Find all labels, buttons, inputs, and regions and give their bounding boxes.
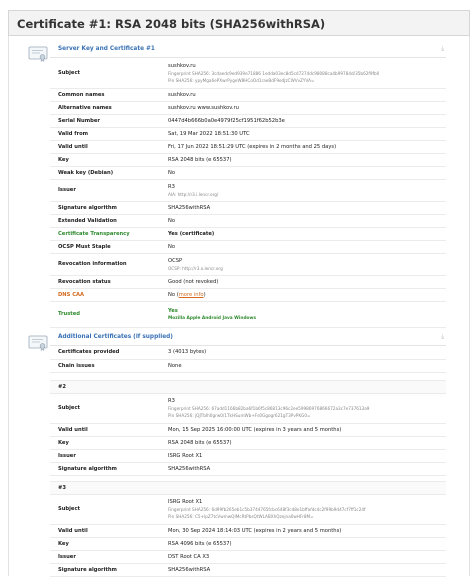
server-cert-section-header — [50, 44, 446, 58]
ocsp-url: OCSP: http://r3.o.lencr.org — [168, 265, 223, 271]
row-key: Weak key (Debian) — [50, 166, 168, 179]
section-heading: Server Key and Certificate #1 — [58, 46, 155, 52]
subject-value: R3 — [168, 398, 175, 404]
additional-certs-section-header — [50, 332, 446, 346]
subject-value: ISRG Root X1 — [168, 499, 203, 505]
issuer-value: R3 — [168, 183, 175, 190]
table-row — [50, 58, 446, 88]
additional-certs-table — [50, 346, 446, 577]
row-key: Chain issues — [50, 359, 168, 372]
table-row — [50, 201, 446, 214]
row-key: Valid until — [50, 524, 168, 537]
row-key: Subject — [50, 393, 168, 423]
table-row — [50, 153, 446, 166]
subject-value: sushkov.ru — [168, 62, 196, 69]
pin-sha256: Pin SHA256: ypyMga6ePXwrPygeW8HCoOd1raeBdF9edJzCWVvZYVA= — [168, 77, 315, 83]
more-info-link[interactable]: more info — [178, 291, 204, 298]
row-value: ISRG Root X1 — [168, 449, 446, 462]
row-key: Certificates provided — [50, 346, 168, 359]
table-row — [50, 359, 446, 372]
row-key: Certificate Transparency — [50, 227, 168, 240]
row-value: None — [168, 359, 446, 372]
row-key: Key — [50, 537, 168, 550]
row-key: Signature algorithm — [50, 563, 168, 576]
row-value: RSA 2048 bits (e 65537) — [168, 436, 446, 449]
row-key: Issuer — [50, 179, 168, 201]
row-value: 0447d4b666b0a0e4979f25cf1951f62b52b3e — [168, 114, 446, 127]
table-row — [50, 372, 446, 380]
row-key: Signature algorithm — [50, 462, 168, 475]
row-key: Issuer — [50, 550, 168, 563]
row-value: No — [168, 166, 446, 179]
row-value: No (more info) — [168, 288, 446, 301]
row-value: 3 (4013 bytes) — [168, 346, 446, 359]
table-row — [50, 393, 446, 423]
table-row — [50, 346, 446, 359]
row-value — [168, 494, 446, 524]
row-value: DST Root CA X3 — [168, 550, 446, 563]
table-row — [50, 140, 446, 153]
table-row — [50, 253, 446, 275]
row-value: sushkov.ru www.sushkov.ru — [168, 101, 446, 114]
row-value — [168, 58, 446, 88]
table-row — [50, 240, 446, 253]
row-key: Alternative names — [50, 101, 168, 114]
cert-label: #2 — [50, 380, 446, 393]
table-row — [50, 114, 446, 127]
row-value: Yes (certificate) — [168, 227, 446, 240]
revocation-value: OCSP — [168, 257, 183, 264]
table-row — [50, 494, 446, 524]
table-row — [50, 288, 446, 301]
issuer-aia: AIA: http://r3.i.lencr.org/ — [168, 191, 219, 197]
section-heading: Additional Certificates (if supplied) — [58, 334, 173, 340]
dns-caa-value: No — [168, 291, 176, 298]
download-icon[interactable]: ⤓ — [441, 46, 444, 52]
table-row — [50, 524, 446, 537]
cert-label-row — [50, 380, 446, 393]
fingerprint-sha256: Fingerprint SHA256: 67add1166b82ba6f1b6f5c86813c96c2ee59986976866672a3c7e737613a9 — [168, 406, 370, 411]
page-title: Certificate #1: RSA 2048 bits (SHA256withRSA) — [8, 10, 470, 36]
row-value: SHA256withRSA — [168, 462, 446, 475]
row-key: Common names — [50, 88, 168, 101]
row-value: RSA 2048 bits (e 65537) — [168, 153, 446, 166]
table-row — [50, 301, 446, 327]
table-row — [50, 166, 446, 179]
table-row — [50, 127, 446, 140]
row-value: RSA 4096 bits (e 65537) — [168, 537, 446, 550]
row-key: Issuer — [50, 449, 168, 462]
row-key: Valid from — [50, 127, 168, 140]
row-key: Signature algorithm — [50, 201, 168, 214]
row-value: Mon, 30 Sep 2024 18:14:03 UTC (expires in 2 years and 5 months) — [168, 524, 446, 537]
row-key: Valid until — [50, 423, 168, 436]
row-value — [168, 253, 446, 275]
fingerprint-sha256: Fingerprint SHA256: 3cdaedc9ed939e71886 1edda03ec8d5cd7274dc98088ca4b99784d/35b62f9fb0 — [168, 70, 380, 76]
row-key: Subject — [50, 58, 168, 88]
row-value: Fri, 17 Jun 2022 18:51:29 UTC (expires in 2 months and 25 days) — [168, 140, 446, 153]
row-value: Sat, 19 Mar 2022 18:51:30 UTC — [168, 127, 446, 140]
table-row — [50, 436, 446, 449]
row-value — [168, 393, 446, 423]
row-value: No — [168, 240, 446, 253]
trusted-value: Yes — [168, 307, 178, 314]
row-key: Subject — [50, 494, 168, 524]
spacer — [50, 372, 446, 380]
pin-sha256: Pin SHA256: C5+lpZ7tcVwmwQIMcRtPbsQtWLABXhQzejna0wHFr8M= — [168, 514, 314, 519]
table-row — [50, 462, 446, 475]
row-value: SHA256withRSA — [168, 563, 446, 576]
pin-sha256: Pin SHA256: jQJTbIh0grw0/1TkHSumWb+Fs0Ggogr621gT3PvPKG0= — [168, 413, 311, 418]
certificate-icon — [28, 46, 48, 62]
row-value: Mon, 15 Sep 2025 16:00:00 UTC (expires in 3 years and 5 months) — [168, 423, 446, 436]
table-row — [50, 275, 446, 288]
row-value: SHA256withRSA — [168, 201, 446, 214]
row-value: No — [168, 214, 446, 227]
row-key: Key — [50, 153, 168, 166]
table-row — [50, 227, 446, 240]
table-row — [50, 550, 446, 563]
row-value: sushkov.ru — [168, 88, 446, 101]
certificate-icon — [28, 335, 48, 351]
table-row — [50, 214, 446, 227]
row-key: OCSP Must Staple — [50, 240, 168, 253]
cert-label-row — [50, 481, 446, 494]
server-cert-table — [50, 58, 446, 328]
trusted-platforms: Mozilla Apple Android Java Windows — [168, 315, 257, 321]
row-value: Good (not revoked) — [168, 275, 446, 288]
cert-label: #3 — [50, 481, 446, 494]
row-key: Extended Validation — [50, 214, 168, 227]
row-key: Revocation status — [50, 275, 168, 288]
table-row — [50, 101, 446, 114]
table-row — [50, 88, 446, 101]
table-row — [50, 537, 446, 550]
row-value — [168, 179, 446, 201]
table-row — [50, 563, 446, 576]
table-row — [50, 423, 446, 436]
table-row — [50, 179, 446, 201]
table-row — [50, 449, 446, 462]
row-key: Serial Number — [50, 114, 168, 127]
row-key: Valid until — [50, 140, 168, 153]
download-icon[interactable]: ⤓ — [441, 334, 444, 340]
fingerprint-sha256: Fingerprint SHA256: 6d99fb265eb1c5b3744765fcbc648f3cd8e1bffafdc4c2f99b9d47cf7ff1c24f — [168, 507, 366, 512]
row-value — [168, 301, 446, 327]
row-key: Trusted — [50, 301, 168, 327]
row-key: DNS CAA — [50, 288, 168, 301]
row-key: Revocation information — [50, 253, 168, 275]
row-key: Key — [50, 436, 168, 449]
